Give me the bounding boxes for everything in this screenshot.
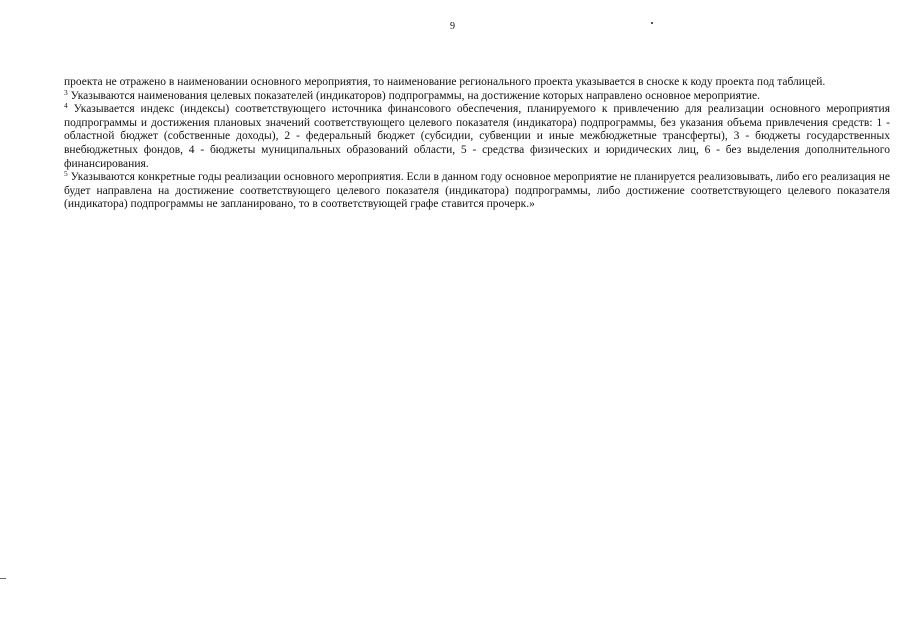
footnote-3 (64, 87, 890, 104)
edge-mark (0, 578, 6, 579)
footnote-text: Указывается индекс (индексы) соответствующего источника финансового обеспечения, планируемого к привлечению для реализации основного мероприятия подпрограммы и достижения плановых значений соответствующего целевого показателя (индикатора) подпрограммы, без указания объема привлечения средств: 1 - областной бюджет (собственные доходы), 2 - федеральный бюджет (субсидии, субвенции и иные межбюджетные трансферты), 3 - бюджеты государственных внебюджетных фондов, 4 - бюджеты муниципальных образований области, 5 - средства физических и юридических лиц, 6 - без выделения дополнительного финансирования. (64, 103, 890, 170)
footnote-continuation (64, 76, 890, 90)
footnote-text: Указываются наименования целевых показателей (индикаторов) подпрограммы, на достижение которых направлено основное мероприятие. (67, 89, 761, 102)
footnote-mark: 4 (64, 101, 68, 111)
footnote-4 (64, 103, 890, 171)
footnote-5 (64, 171, 890, 212)
stray-dot (651, 22, 653, 24)
footnotes-block (64, 76, 890, 212)
footnote-mark: 3 (64, 87, 68, 97)
footnote-text: проекта не отражено в наименовании основного мероприятия, то наименование регионального проекта указывается в сноске к коду проекта под таблицей. (64, 76, 826, 88)
footnote-text: Указываются конкретные годы реализации основного мероприятия. Если в данном году основное мероприятие не планируется реализовывать, либо его реализация не будет направлена на достижение соответствующего целевого показателя (индикатора) подпрограммы, либо достижение соответствующего целевого показателя (индикатора) подпрограммы не запланировано, то в соответствующей графе ставится прочерк.» (64, 171, 890, 211)
page-number: 9 (450, 21, 455, 32)
footnote-mark: 5 (64, 169, 68, 179)
